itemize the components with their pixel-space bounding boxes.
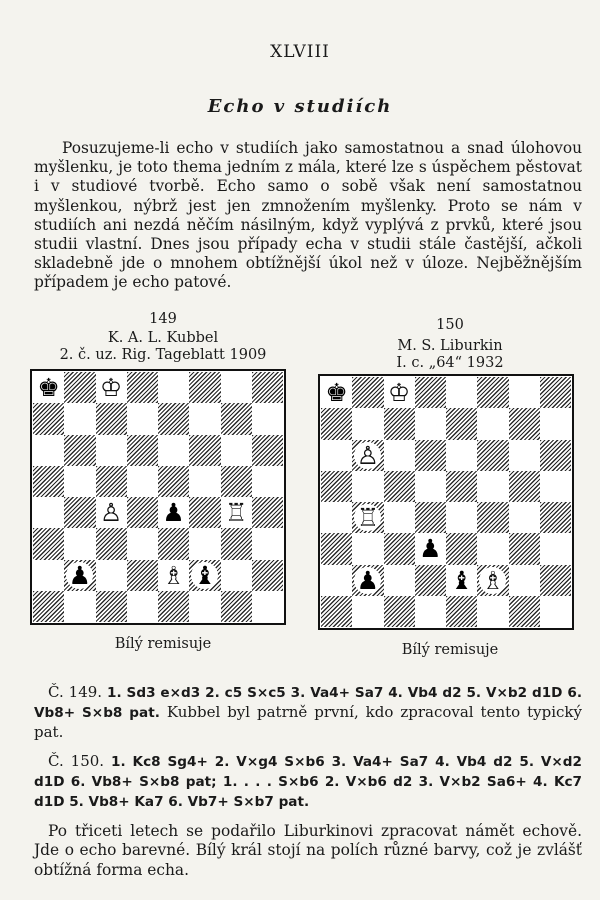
- square-b3: [352, 533, 383, 564]
- square-f1: [189, 591, 220, 622]
- square-c8: [96, 372, 127, 403]
- square-c5: [384, 471, 415, 502]
- square-h1: [252, 591, 283, 622]
- square-e6: [158, 435, 189, 466]
- square-e3: [446, 533, 477, 564]
- piece-icon: ♚: [35, 374, 62, 401]
- square-g3: [509, 533, 540, 564]
- diagram-source-150: I. c. „64“ 1932: [396, 355, 504, 371]
- square-c4: [384, 502, 415, 533]
- square-e4: [158, 497, 189, 528]
- square-d2: [415, 565, 446, 596]
- square-g3: [221, 528, 252, 559]
- square-f5: [189, 466, 220, 497]
- piece-icon: ♝: [191, 562, 218, 589]
- square-f4: [189, 497, 220, 528]
- square-b7: [352, 408, 383, 439]
- square-g1: [509, 596, 540, 627]
- square-h3: [252, 528, 283, 559]
- piece-icon: ♔: [386, 379, 413, 406]
- piece-icon: ♖: [354, 504, 381, 531]
- square-a4: [321, 502, 352, 533]
- square-f8: [477, 377, 508, 408]
- solution-moves: 1. Kc8 Sg4+ 2. V×g4 S×b6 3. Va4+ Sa7 4. Vb4 d2 5. V×d2 d1D 6. Vb8+ S×b8 pat; 1. . . . S×b6 2. V×b6 d2 3. V×b2 Sa6+ 4. Kc7 d1D 5. Vb8+ Ka7 6. Vb7+ S×b7 pat.: [34, 754, 582, 810]
- solution-moves: 1. Sd3 e×d3 2. c5 S×c5 3. Va4+ Sa7 4. Vb4 d2 5. V×b2 d1D 6. Vb8+ S×b8 pat.: [34, 685, 582, 721]
- square-e3: [158, 528, 189, 559]
- square-b5: [352, 471, 383, 502]
- square-g6: [509, 440, 540, 471]
- square-a1: [321, 596, 352, 627]
- square-f6: [477, 440, 508, 471]
- square-h8: [540, 377, 571, 408]
- square-g2: [221, 560, 252, 591]
- chess-board-149: [30, 369, 286, 625]
- square-h8: [252, 372, 283, 403]
- square-g8: [509, 377, 540, 408]
- square-b6: [64, 435, 95, 466]
- square-b2: [352, 565, 383, 596]
- square-f6: [189, 435, 220, 466]
- square-d5: [127, 466, 158, 497]
- square-d8: [415, 377, 446, 408]
- square-c5: [96, 466, 127, 497]
- square-a6: [33, 435, 64, 466]
- square-g1: [221, 591, 252, 622]
- solution-150: [34, 752, 582, 812]
- piece-icon: ♙: [354, 442, 381, 469]
- square-c1: [96, 591, 127, 622]
- square-f4: [477, 502, 508, 533]
- square-a1: [33, 591, 64, 622]
- square-e7: [158, 403, 189, 434]
- square-e5: [446, 471, 477, 502]
- square-e2: [158, 560, 189, 591]
- square-f7: [477, 408, 508, 439]
- square-c7: [96, 403, 127, 434]
- square-d8: [127, 372, 158, 403]
- square-a3: [33, 528, 64, 559]
- square-d4: [127, 497, 158, 528]
- square-g4: [509, 502, 540, 533]
- square-b8: [352, 377, 383, 408]
- square-e6: [446, 440, 477, 471]
- piece-icon: ♟: [417, 535, 444, 562]
- square-a5: [321, 471, 352, 502]
- square-b1: [64, 591, 95, 622]
- square-d6: [127, 435, 158, 466]
- square-c4: [96, 497, 127, 528]
- square-b7: [64, 403, 95, 434]
- square-h6: [252, 435, 283, 466]
- square-e5: [158, 466, 189, 497]
- square-h2: [540, 565, 571, 596]
- diagram-number-150: 150: [436, 317, 464, 333]
- diagram-caption-150: Bílý remisuje: [401, 642, 499, 658]
- square-a2: [321, 565, 352, 596]
- square-c3: [96, 528, 127, 559]
- solution-label: Č. 150.: [48, 752, 105, 770]
- square-c1: [384, 596, 415, 627]
- square-g5: [221, 466, 252, 497]
- square-d1: [415, 596, 446, 627]
- square-h7: [540, 408, 571, 439]
- square-g4: [221, 497, 252, 528]
- square-c8: [384, 377, 415, 408]
- piece-icon: ♗: [160, 562, 187, 589]
- piece-icon: ♝: [448, 567, 475, 594]
- piece-icon: ♔: [98, 374, 125, 401]
- square-g6: [221, 435, 252, 466]
- square-g7: [221, 403, 252, 434]
- closing-paragraph: Po třiceti letech se podařilo Liburkinovi zpracovat námět echově. Jde o echo barevné. Bílý král stojí na polích různé barvy, což je zvlášť obtížná forma echa.: [34, 822, 582, 879]
- square-e4: [446, 502, 477, 533]
- square-g2: [509, 565, 540, 596]
- solution-label: Č. 149.: [48, 683, 103, 701]
- square-g7: [509, 408, 540, 439]
- square-a7: [321, 408, 352, 439]
- square-e1: [446, 596, 477, 627]
- piece-icon: ♟: [354, 567, 381, 594]
- solution-149: [34, 683, 582, 742]
- square-d1: [127, 591, 158, 622]
- square-a8: [33, 372, 64, 403]
- diagram-author-149: K. A. L. Kubbel: [107, 330, 219, 346]
- square-a6: [321, 440, 352, 471]
- square-d3: [127, 528, 158, 559]
- square-b4: [64, 497, 95, 528]
- square-b4: [352, 502, 383, 533]
- square-a2: [33, 560, 64, 591]
- square-h1: [540, 596, 571, 627]
- square-e8: [158, 372, 189, 403]
- square-h2: [252, 560, 283, 591]
- square-h5: [540, 471, 571, 502]
- square-c2: [384, 565, 415, 596]
- square-b6: [352, 440, 383, 471]
- square-a5: [33, 466, 64, 497]
- piece-icon: ♚: [323, 379, 350, 406]
- piece-icon: ♙: [98, 499, 125, 526]
- square-g5: [509, 471, 540, 502]
- diagram-source-149: 2. č. uz. Rig. Tageblatt 1909: [59, 347, 267, 363]
- square-e2: [446, 565, 477, 596]
- diagram-number-149: 149: [149, 311, 177, 327]
- square-e7: [446, 408, 477, 439]
- square-f1: [477, 596, 508, 627]
- square-d2: [127, 560, 158, 591]
- square-d7: [127, 403, 158, 434]
- square-a3: [321, 533, 352, 564]
- chess-board-150: [318, 374, 574, 630]
- intro-paragraph: Posuzujeme-li echo v studiích jako samostatnou a snad úlohovou myšlenku, je toto thema jedním z mála, které lze s úspěchem pěstovat i v studiové tvorbě. Echo samo o sobě však není samostatnou myšlenkou, nýbrž jest jen zmnožením myšlenky. Proto se nám v studiích ani nezdá něčím násilným, když vyplývá z prvků, které jsou studii vlastní. Dnes jsou případy echa v studii stále častější, ačkoli skladebně jde o mnohem obtížnější úkol než v úloze. Nejběžnějším případem je echo patové.: [34, 139, 582, 292]
- square-f3: [477, 533, 508, 564]
- square-a4: [33, 497, 64, 528]
- square-d4: [415, 502, 446, 533]
- solution-comment: Kubbel byl patrně první, kdo zpracoval tento typický pat.: [34, 703, 582, 741]
- square-h5: [252, 466, 283, 497]
- diagram-caption-149: Bílý remisuje: [114, 636, 212, 652]
- square-b1: [352, 596, 383, 627]
- diagram-author-150: M. S. Liburkin: [397, 338, 503, 354]
- square-c3: [384, 533, 415, 564]
- square-h4: [540, 502, 571, 533]
- square-c7: [384, 408, 415, 439]
- square-f8: [189, 372, 220, 403]
- square-a8: [321, 377, 352, 408]
- square-f7: [189, 403, 220, 434]
- square-d6: [415, 440, 446, 471]
- square-b2: [64, 560, 95, 591]
- square-f2: [477, 565, 508, 596]
- square-h4: [252, 497, 283, 528]
- square-c2: [96, 560, 127, 591]
- square-f2: [189, 560, 220, 591]
- square-c6: [96, 435, 127, 466]
- piece-icon: ♟: [66, 562, 93, 589]
- square-h7: [252, 403, 283, 434]
- square-d3: [415, 533, 446, 564]
- square-h3: [540, 533, 571, 564]
- square-g8: [221, 372, 252, 403]
- piece-icon: ♖: [223, 499, 250, 526]
- chapter-number: XLVIII: [270, 42, 330, 62]
- section-title: Echo v studiích: [207, 96, 393, 117]
- piece-icon: ♗: [479, 567, 506, 594]
- square-a7: [33, 403, 64, 434]
- square-c6: [384, 440, 415, 471]
- square-e1: [158, 591, 189, 622]
- square-b5: [64, 466, 95, 497]
- square-f5: [477, 471, 508, 502]
- square-b8: [64, 372, 95, 403]
- square-b3: [64, 528, 95, 559]
- piece-icon: ♟: [160, 499, 187, 526]
- square-f3: [189, 528, 220, 559]
- square-d7: [415, 408, 446, 439]
- square-d5: [415, 471, 446, 502]
- square-h6: [540, 440, 571, 471]
- square-e8: [446, 377, 477, 408]
